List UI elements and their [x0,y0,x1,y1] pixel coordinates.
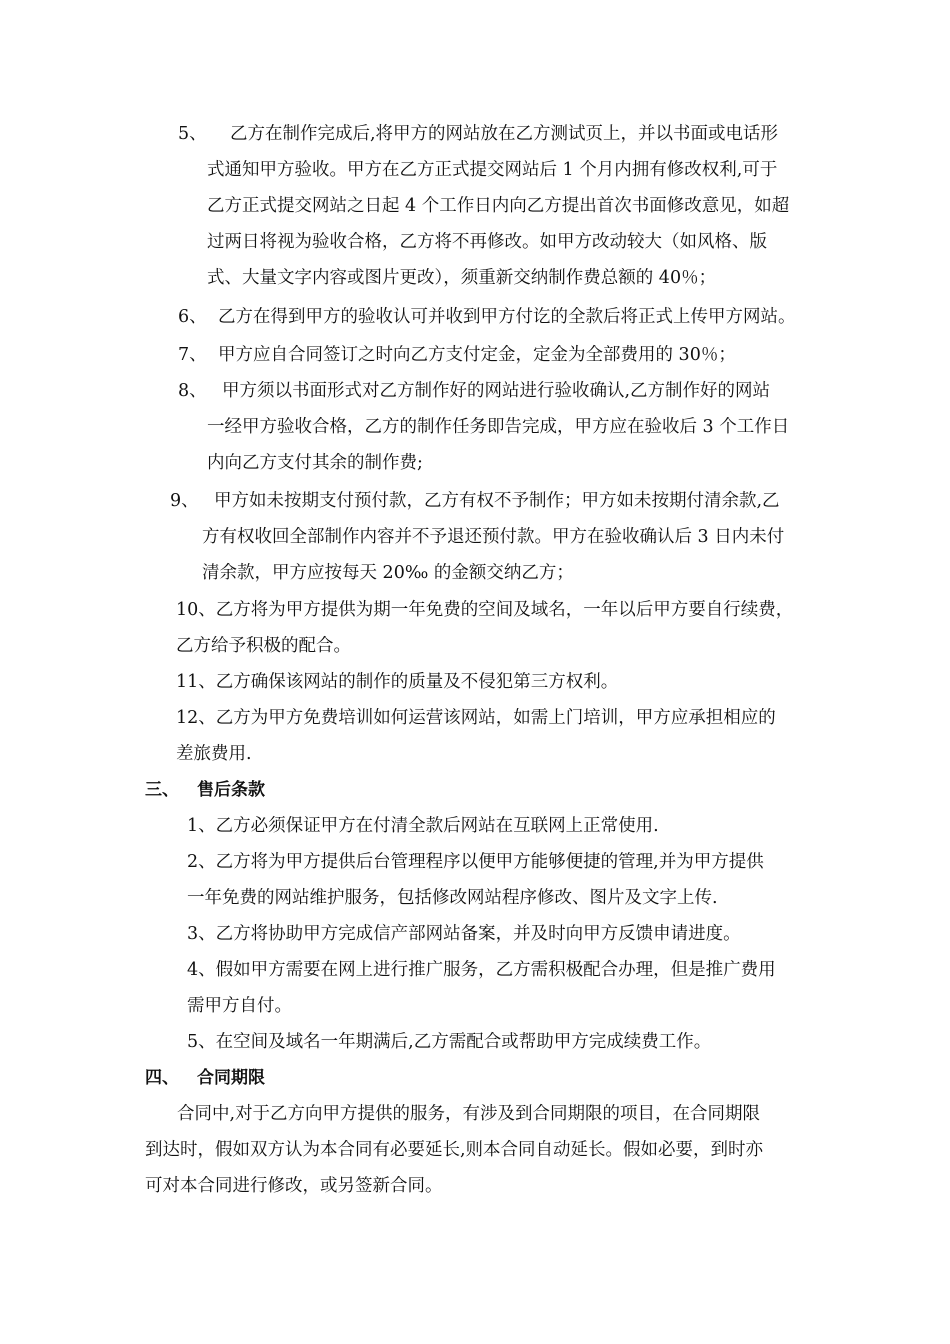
item-text: 乙方确保该网站的制作的质量及不侵犯第三方权利。 [215,672,619,692]
item-text: 式、大量文字内容或图片更改），须重新交纳制作费总额的 40％； [207,268,717,288]
item-text: 乙方将为甲方提供为期一年免费的空间及域名，一年以后甲方要自行续费， [215,600,794,620]
list-item [178,116,778,152]
item-text: 甲方应自合同签订之时向乙方支付定金，定金为全部费用的 30％； [218,345,736,365]
item-number: 4、 [187,960,216,980]
item-text: 一经甲方验收合格，乙方的制作任务即告完成，甲方应在验收后 3 个工作日 [207,417,790,437]
item-text: 乙方在制作完成后,将甲方的网站放在乙方测试页上，并以书面或电话形 [230,124,779,144]
list-item [187,916,741,952]
item-text: 需甲方自付。 [187,996,292,1016]
item-number: 5、 [187,1032,216,1052]
list-item [187,1024,711,1060]
list-item [187,844,764,880]
item-number: 9、 [170,491,199,511]
paragraph-line: 到达时，假如双方认为本合同有必要延长,则本合同自动延长。假如必要，到时亦 [145,1140,764,1160]
paragraph-line: 可对本合同进行修改，或另签新合同。 [145,1176,443,1196]
item-number: 5、 [178,124,207,144]
item-number: 3、 [187,924,216,944]
section-title: 合同期限 [197,1068,265,1088]
item-text: 差旅费用. [176,744,252,764]
list-item [178,299,796,335]
section-title: 售后条款 [197,780,265,800]
item-text: 过两日将视为验收合格，乙方将不再修改。如甲方改动较大（如风格、版 [207,232,767,252]
section-number: 四、 [145,1068,179,1088]
item-text: 式通知甲方验收。甲方在乙方正式提交网站后 1 个月内拥有修改权利,可于 [207,160,778,180]
section-heading [145,772,265,808]
list-item [176,700,776,736]
item-text: 清余款，甲方应按每天 20‰ 的金额交纳乙方； [202,563,574,583]
item-number: 10、 [176,600,216,620]
paragraph-line: 合同中,对于乙方向甲方提供的服务，有涉及到合同期限的项目，在合同期限 [177,1104,761,1124]
item-text: 乙方正式提交网站之日起 4 个工作日内向乙方提出首次书面修改意见，如超 [207,196,790,216]
list-item [187,952,776,988]
item-number: 6、 [178,307,207,327]
list-item [187,808,659,844]
item-number: 8、 [178,381,207,401]
section-heading [145,1060,265,1096]
item-text: 一年免费的网站维护服务，包括修改网站程序修改、图片及文字上传. [187,888,718,908]
list-item [170,483,780,519]
item-text: 乙方在得到甲方的验收认可并收到甲方付讫的全款后将正式上传甲方网站。 [218,307,796,327]
item-text: 乙方给予积极的配合。 [176,636,351,656]
item-number: 12、 [176,708,216,728]
item-number: 2、 [187,852,216,872]
section-number: 三、 [145,780,179,800]
item-number: 11、 [176,672,216,692]
item-text: 假如甲方需要在网上进行推广服务，乙方需积极配合办理，但是推广费用 [215,960,776,980]
item-text: 甲方须以书面形式对乙方制作好的网站进行验收确认,乙方制作好的网站 [222,381,771,401]
item-text: 乙方必须保证甲方在付清全款后网站在互联网上正常使用. [215,816,659,836]
item-text: 在空间及域名一年期满后,乙方需配合或帮助甲方完成续费工作。 [215,1032,712,1052]
item-text: 内向乙方支付其余的制作费; [207,453,423,473]
item-text: 乙方为甲方免费培训如何运营该网站，如需上门培训，甲方应承担相应的 [215,708,776,728]
item-text: 方有权收回全部制作内容并不予退还预付款。甲方在验收确认后 3 日内未付 [202,527,785,547]
item-number: 1、 [187,816,216,836]
list-item [178,337,736,373]
item-text: 甲方如未按期支付预付款，乙方有权不予制作；甲方如未按期付清余款,乙 [214,491,780,511]
item-number: 7、 [178,345,207,365]
item-text: 乙方将为甲方提供后台管理程序以便甲方能够便捷的管理,并为甲方提供 [215,852,764,872]
list-item [176,664,618,700]
item-text: 乙方将协助甲方完成信产部网站备案，并及时向甲方反馈申请进度。 [215,924,741,944]
list-item [176,592,793,628]
list-item [178,373,770,409]
